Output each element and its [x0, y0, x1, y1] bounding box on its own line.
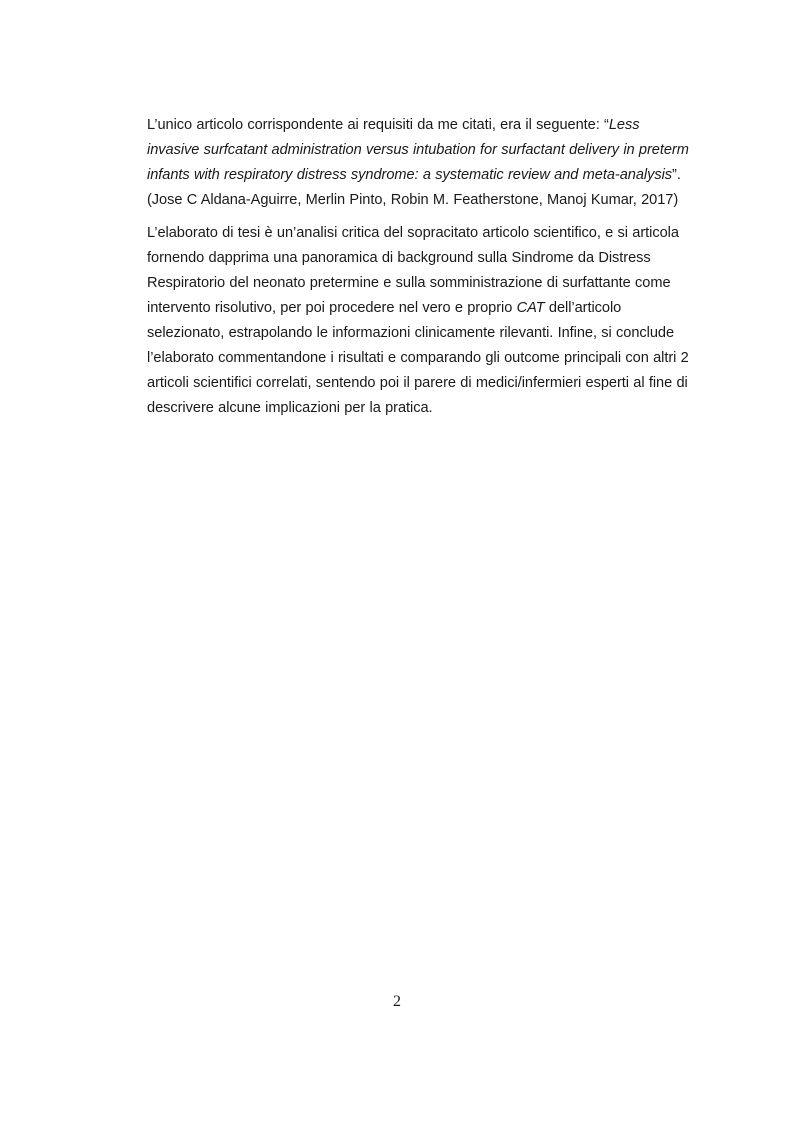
paragraph-thesis-description	[147, 221, 699, 421]
text-run: L’unico articolo corrispondente ai requisiti da me citati, era il seguente: “	[147, 117, 609, 133]
text-line	[147, 321, 699, 346]
text-line	[147, 271, 699, 296]
text-run-italic: invasive surfcatant administration versus intubation for surfactant delivery in preterm	[147, 142, 689, 158]
text-run-italic: infants with respiratory distress syndrome: a systematic review and meta-analysis	[147, 167, 673, 183]
citation-text: (Jose C Aldana-Aguirre, Merlin Pinto, Robin M. Featherstone, Manoj Kumar, 2017)	[147, 192, 679, 208]
text-run: descrivere alcune implicazioni per la pratica.	[147, 400, 433, 416]
text-run: dell’articolo	[544, 300, 622, 316]
text-run-italic: Less	[608, 117, 640, 133]
page-number: 2	[393, 993, 401, 1010]
text-line	[147, 163, 699, 188]
text-run: articoli scientifici correlati, sentendo poi il parere di medici/infermieri esperti al fine di	[147, 375, 688, 391]
text-line	[147, 188, 699, 213]
text-line	[147, 396, 699, 421]
body-text	[147, 113, 699, 421]
text-line	[147, 246, 699, 271]
text-run: intervento risolutivo, per poi procedere nel vero e proprio	[147, 300, 517, 316]
text-line	[147, 221, 699, 246]
text-run: ”.	[672, 167, 681, 183]
text-run: fornendo dapprima una panoramica di background sulla Sindrome da Distress	[147, 250, 651, 266]
text-run: Respiratorio del neonato pretermine e sulla somministrazione di surfattante come	[147, 275, 671, 291]
paragraph-article-reference	[147, 113, 699, 213]
text-run: L’elaborato di tesi è un’analisi critica del sopracitato articolo scientifico, e si articola	[147, 225, 679, 241]
text-run-italic: CAT	[516, 300, 545, 316]
text-line	[147, 346, 699, 371]
text-run: l’elaborato commentandone i risultati e comparando gli outcome principali con altri 2	[147, 350, 689, 366]
text-line	[147, 371, 699, 396]
text-line	[147, 296, 699, 321]
text-line	[147, 138, 699, 163]
text-run: selezionato, estrapolando le informazioni clinicamente rilevanti. Infine, si conclude	[147, 325, 675, 341]
text-line	[147, 113, 699, 138]
